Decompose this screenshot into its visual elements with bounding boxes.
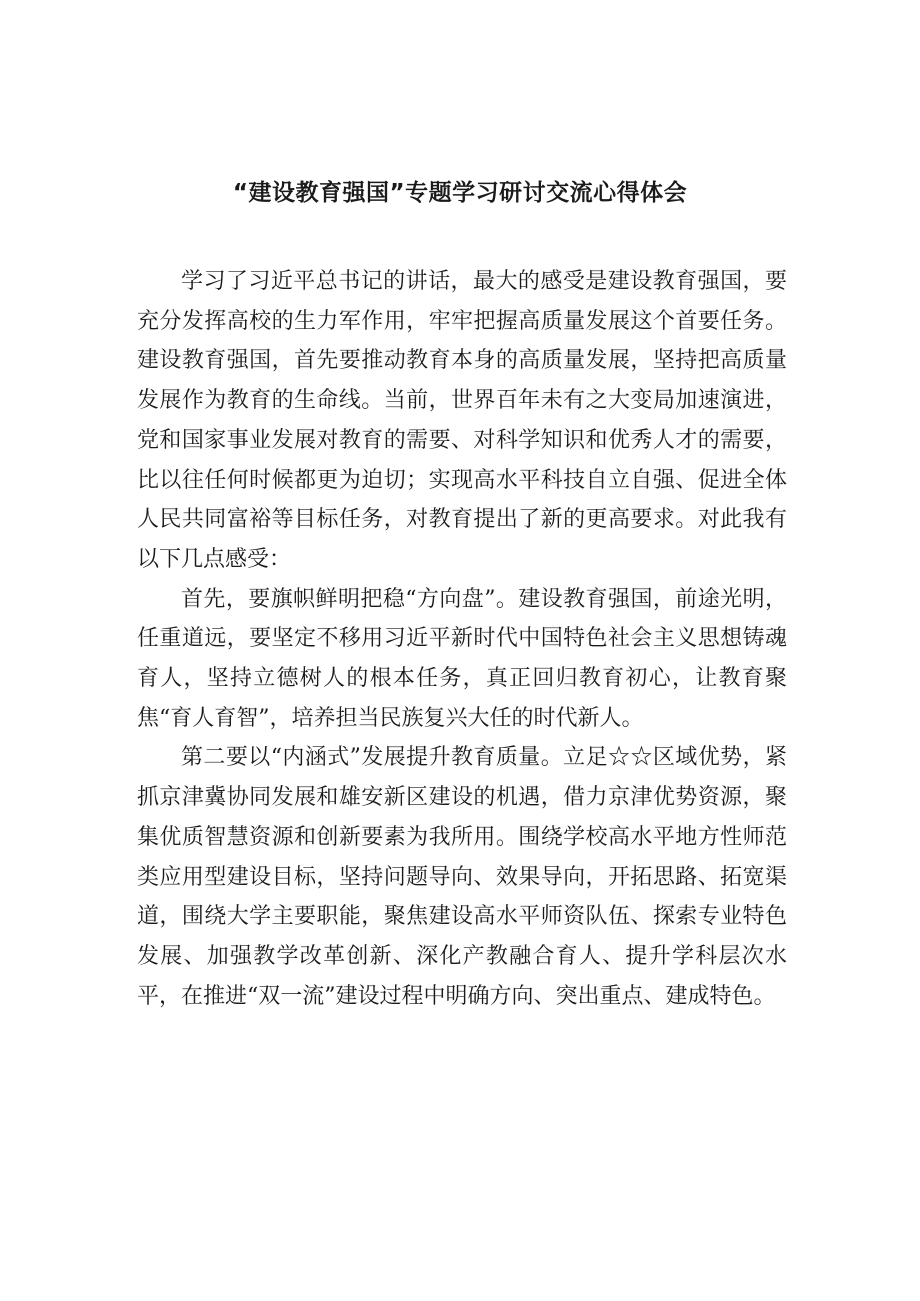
paragraph-second-point: 第二要以“内涵式”发展提升教育质量。立足☆☆区域优势，紧抓京津冀协同发展和雄安新区建设的机遇，借力京津优势资源，聚集优质智慧资源和创新要素为我所用。围绕学校高水平地方性师范类应用型建设目标，坚持问题导向、效果导向，开拓思路、拓宽渠道，围绕大学主要职能，聚焦建设高水平师资队伍、探索专业特色发展、加强教学改革创新、深化产教融合育人、提升学科层次水平，在推进“双一流”建设过程中明确方向、突出重点、建成特色。 [137, 745, 787, 1009]
paragraph-first-point: 首先，要旗帜鲜明把稳“方向盘”。建设教育强国，前途光明，任重道远，要坚定不移用习近平新时代中国特色社会主义思想铸魂育人，坚持立德树人的根本任务，真正回归教育初心，让教育聚焦“育人育智”，培养担当民族复兴大任的时代新人。 [137, 586, 787, 731]
document-title: “建设教育强国”专题学习研讨交流心得体会 [232, 180, 688, 206]
paragraph-intro: 学习了习近平总书记的讲话，最大的感受是建设教育强国，要充分发挥高校的生力军作用，牢牢把握高质量发展这个首要任务。建设教育强国，首先要推动教育本身的高质量发展，坚持把高质量发展作为教育的生命线。当前，世界百年未有之大变局加速演进，党和国家事业发展对教育的需要、对科学知识和优秀人才的需要，比以往任何时候都更为迫切；实现高水平科技自立自强、促进全体人民共同富裕等目标任务，对教育提出了新的更高要求。对此我有以下几点感受： [137, 269, 787, 572]
document-body [137, 262, 787, 1016]
